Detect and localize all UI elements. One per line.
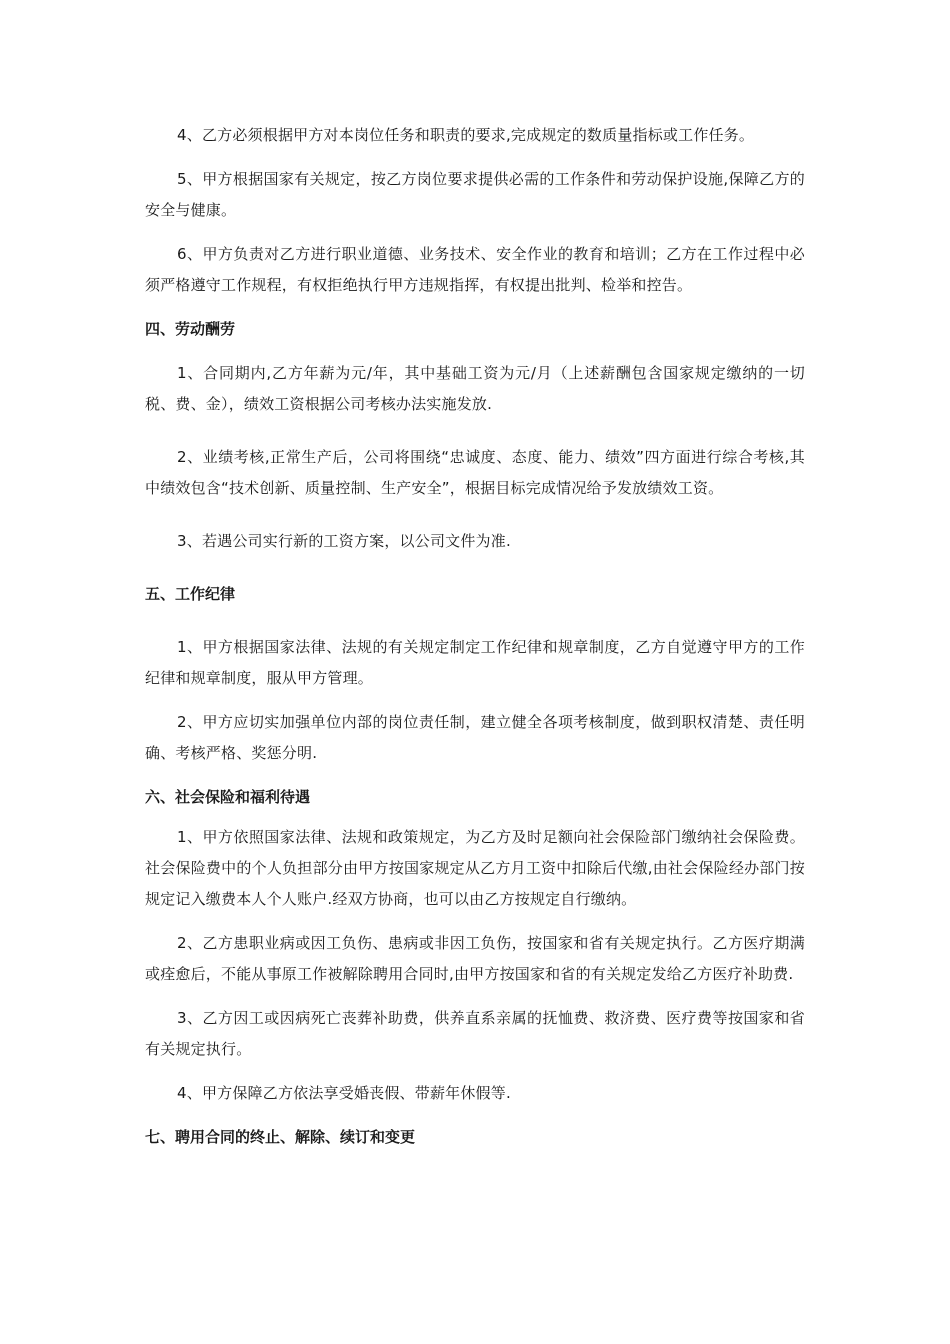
clause-5-2: 2、甲方应切实加强单位内部的岗位责任制，建立健全各项考核制度，做到职权清楚、责任明确、考核严格、奖惩分明. <box>145 713 805 762</box>
section-heading-remuneration: 四、劳动酬劳 <box>145 320 236 338</box>
clause-3-5: 5、甲方根据国家有关规定，按乙方岗位要求提供必需的工作条件和劳动保护设施,保障乙方的安全与健康。 <box>145 170 805 219</box>
clause-6-4: 4、甲方保障乙方依法享受婚丧假、带薪年休假等. <box>177 1084 511 1102</box>
clause-4-2: 2、业绩考核,正常生产后，公司将围绕“忠诚度、态度、能力、绩效”四方面进行综合考核,其中绩效包含“技术创新、质量控制、生产安全”，根据目标完成情况给予发放绩效工资。 <box>145 448 805 497</box>
clause-3-6: 6、甲方负责对乙方进行职业道德、业务技术、安全作业的教育和培训；乙方在工作过程中必须严格遵守工作规程，有权拒绝执行甲方违规指挥，有权提出批判、检举和控告。 <box>145 245 805 294</box>
section-heading-discipline: 五、工作纪律 <box>145 585 236 603</box>
clause-3-4: 4、乙方必须根据甲方对本岗位任务和职责的要求,完成规定的数质量指标或工作任务。 <box>177 126 755 144</box>
clause-6-3: 3、乙方因工或因病死亡丧葬补助费，供养直系亲属的抚恤费、救济费、医疗费等按国家和省有关规定执行。 <box>145 1009 805 1058</box>
section-heading-termination: 七、聘用合同的终止、解除、续订和变更 <box>145 1128 416 1146</box>
clause-6-2: 2、乙方患职业病或因工负伤、患病或非因工负伤，按国家和省有关规定执行。乙方医疗期满或痊愈后，不能从事原工作被解除聘用合同时,由甲方按国家和省的有关规定发给乙方医疗补助费. <box>145 934 805 983</box>
section-heading-insurance: 六、社会保险和福利待遇 <box>145 788 311 806</box>
clause-5-1: 1、甲方根据国家法律、法规的有关规定制定工作纪律和规章制度，乙方自觉遵守甲方的工作纪律和规章制度，服从甲方管理。 <box>145 638 805 687</box>
clause-4-3: 3、若遇公司实行新的工资方案，以公司文件为准. <box>177 532 511 550</box>
clause-6-1: 1、甲方依照国家法律、法规和政策规定，为乙方及时足额向社会保险部门缴纳社会保险费。社会保险费中的个人负担部分由甲方按国家规定从乙方月工资中扣除后代缴,由社会保险经办部门按规定记入缴费本人个人账户.经双方协商，也可以由乙方按规定自行缴纳。 <box>145 828 805 908</box>
clause-4-1: 1、合同期内,乙方年薪为元/年，其中基础工资为元/月（上述薪酬包含国家规定缴纳的一切税、费、金），绩效工资根据公司考核办法实施发放. <box>145 364 805 413</box>
document-body <box>145 120 805 1166</box>
